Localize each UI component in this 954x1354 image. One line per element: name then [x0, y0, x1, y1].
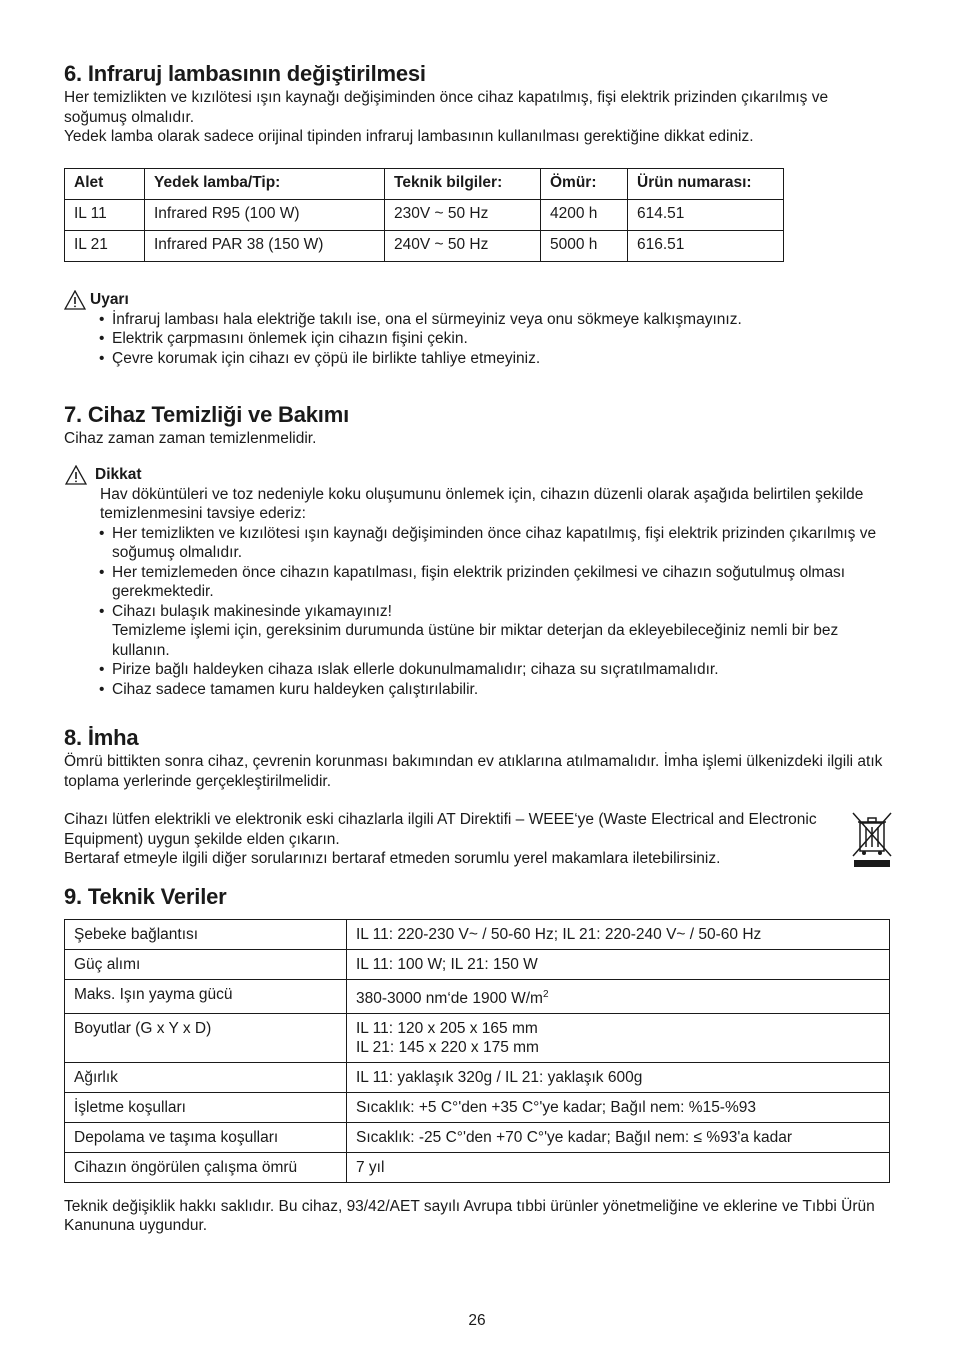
table-cell: 616.51	[628, 230, 784, 261]
section-6-paragraph-2: Yedek lamba olarak sadece orijinal tipinden infraruj lambasının kullanılması gerektiğine dikkat ediniz.	[64, 128, 754, 145]
table-label: Ağırlık	[65, 1062, 347, 1092]
crossed-out-bin-icon	[850, 810, 894, 868]
list-item: • Her temizlemeden önce cihazın kapatılması, fişin elektrik prizinden çekilmesi ve cihazın soğutulmuş olması gerekmektedir.	[99, 563, 890, 602]
table-row	[65, 1062, 890, 1092]
warning-triangle-icon	[64, 290, 86, 310]
table-row	[65, 1152, 890, 1182]
table-label: Güç alımı	[65, 949, 347, 979]
table-cell: Infrared R95 (100 W)	[145, 199, 385, 230]
list-item: • İnfraruj lambası hala elektriğe takılı ise, ona el sürmeyiniz veya onu sökmeye kalkışmayınız.	[99, 310, 890, 330]
table-row	[65, 919, 890, 949]
cleaning-list	[64, 524, 890, 700]
list-item: • Cihaz sadece tamamen kuru haldeyken çalıştırılabilir.	[99, 680, 890, 700]
col-header-product-number: Ürün numarası:	[628, 168, 784, 199]
col-header-device: Alet	[65, 168, 145, 199]
table-label: Şebeke bağlantısı	[65, 919, 347, 949]
section-8-paragraph-3: Bertaraf etmeyle ilgili diğer sorularınızı bertaraf etmeden sorumlu yerel makamlara iletebilirsiniz.	[64, 850, 721, 867]
table-row	[65, 979, 890, 1013]
technical-footer-note: Teknik değişiklik hakkı saklıdır. Bu cihaz, 93/42/AET sayılı Avrupa tıbbi ürünler yönetmeliğine ve eklerine ve Tıbbi Ürün Kanununa uygundur.	[64, 1197, 875, 1235]
list-item: • Elektrik çarpmasını önlemek için cihazın fişini çekin.	[99, 329, 890, 349]
table-row	[65, 199, 784, 230]
value-line-2: IL 21: 145 x 220 x 175 mm	[356, 1038, 539, 1056]
table-row	[65, 1122, 890, 1152]
list-item: • Çevre korumak için cihazı ev çöpü ile birlikte tahliye etmeyiniz.	[99, 349, 890, 369]
section-8-paragraph-1: Ömrü bittikten sonra cihaz, çevrenin korunması bakımından ev atıklarına atılmamalıdır. İmha işlemi ülkenizdeki ilgili atık toplama yerlerinde gerçekleştirilmelidir.	[64, 753, 883, 790]
section-6-paragraph-1: Her temizlikten ve kızılötesi ışın kaynağı değişiminden önce cihaz kapatılmış, fişi elektrik prizinden çıkarılmış ve soğumuş olmalıdır.	[64, 89, 829, 126]
table-cell: IL 11	[65, 199, 145, 230]
value-superscript: 2	[542, 988, 549, 1000]
section-8-title: 8. İmha	[64, 725, 139, 750]
table-label: Depolama ve taşıma koşulları	[65, 1122, 347, 1152]
table-cell: 230V ~ 50 Hz	[385, 199, 541, 230]
warning-triangle-icon	[65, 465, 87, 485]
table-row	[65, 949, 890, 979]
caution-intro: Hav döküntüleri ve toz nedeniyle koku oluşumunu önlemek için, cihazın düzenli olarak aşağıda belirtilen şekilde temizlenmesini tavsiye ederiz:	[100, 485, 864, 522]
section-9-title: 9. Teknik Veriler	[64, 883, 227, 909]
page-number: 26	[468, 1312, 486, 1329]
table-value: IL 11: 220-230 V~ / 50-60 Hz; IL 21: 220-240 V~ / 50-60 Hz	[347, 919, 890, 949]
section-7-title: 7. Cihaz Temizliği ve Bakımı	[64, 402, 349, 427]
value-text: 380-3000 nm‘de 1900 W/m	[356, 989, 543, 1007]
table-label: Cihazın öngörülen çalışma ömrü	[65, 1152, 347, 1182]
table-row	[65, 230, 784, 261]
table-value: Sıcaklık: -25 C°'den +70 C°'ye kadar; Bağıl nem: ≤ %93'a kadar	[347, 1122, 890, 1152]
table-value: IL 11: yaklaşık 320g / IL 21: yaklaşık 600g	[347, 1062, 890, 1092]
weee-block	[64, 810, 890, 869]
table-label: Maks. Işın yayma gücü	[65, 979, 347, 1013]
section-8-paragraph-2: Cihazı lütfen elektrikli ve elektronik eski cihazlarla ilgili AT Direktifi – WEEE‘ye (Waste Electrical and Electronic Equipment) uygun şekilde elden çıkarın.	[64, 811, 817, 848]
caution-heading	[64, 465, 890, 485]
list-item: • Pirize bağlı haldeyken cihaza ıslak ellerle dokunulmamalıdır; cihaza su sıçratılmamalıdır.	[99, 660, 890, 680]
section-7-paragraph-1: Cihaz zaman zaman temizlenmelidir.	[64, 430, 317, 447]
table-row	[65, 1013, 890, 1062]
table-value	[347, 1013, 890, 1062]
col-header-lamp-type: Yedek lamba/Tip:	[145, 168, 385, 199]
list-item-text: Cihazı bulaşık makinesinde yıkamayınız!	[112, 602, 392, 620]
table-cell: 240V ~ 50 Hz	[385, 230, 541, 261]
table-value: IL 11: 100 W; IL 21: 150 W	[347, 949, 890, 979]
list-item	[99, 602, 890, 661]
lamp-table-header	[65, 168, 784, 199]
list-item: • Her temizlikten ve kızılötesi ışın kaynağı değişiminden önce cihaz kapatılmış, fişi elektrik prizinden çıkarılmış ve soğumuş olmalıdır.	[99, 524, 890, 563]
warning-list	[64, 310, 890, 369]
table-cell: Infrared PAR 38 (150 W)	[145, 230, 385, 261]
col-header-tech-info: Teknik bilgiler:	[385, 168, 541, 199]
table-row	[65, 1092, 890, 1122]
table-value	[347, 979, 890, 1013]
table-cell: 5000 h	[541, 230, 628, 261]
warning-heading	[64, 290, 890, 310]
document-page	[64, 60, 890, 1236]
list-item-extra: Temizleme işlemi için, gereksinim durumunda üstüne bir miktar deterjan da ekleyebileceğiniz nemli bir bez kullanın.	[112, 622, 839, 659]
technical-data-table	[64, 919, 890, 1183]
table-cell: 614.51	[628, 199, 784, 230]
table-value: Sıcaklık: +5 C°'den +35 C°'ye kadar; Bağıl nem: %15-%93	[347, 1092, 890, 1122]
table-label: Boyutlar (G x Y x D)	[65, 1013, 347, 1062]
lamp-table	[64, 168, 784, 262]
table-cell: IL 21	[65, 230, 145, 261]
col-header-lifetime: Ömür:	[541, 168, 628, 199]
warning-label: Uyarı	[90, 291, 129, 308]
table-label: İşletme koşulları	[65, 1092, 347, 1122]
value-line-1: IL 11: 120 x 205 x 165 mm	[356, 1019, 538, 1037]
table-cell: 4200 h	[541, 199, 628, 230]
caution-label: Dikkat	[95, 466, 142, 483]
table-value: 7 yıl	[347, 1152, 890, 1182]
section-6-title: 6. Infraruj lambasının değiştirilmesi	[64, 61, 426, 86]
